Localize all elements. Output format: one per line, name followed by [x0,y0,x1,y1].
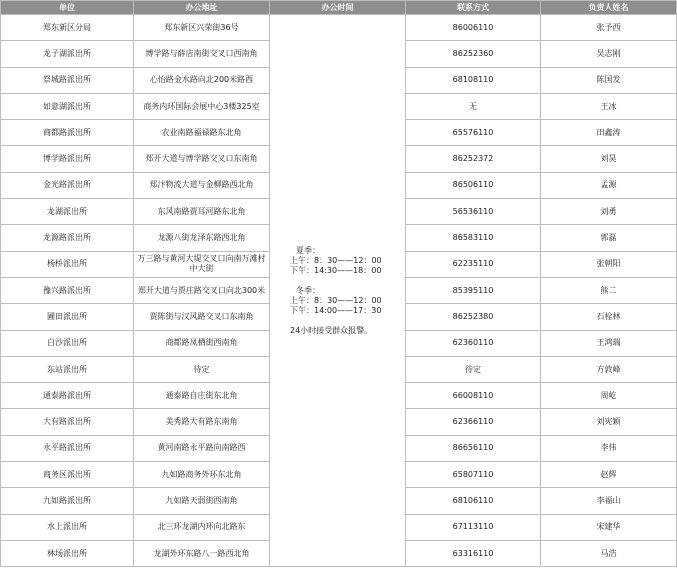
address-cell: 北三环龙湖内环向北路东 [134,514,270,540]
phone-cell: 67113110 [406,514,541,540]
winter-afternoon-hours: 下午：14:00——17：30 [290,305,382,315]
unit-cell: 祭城路派出所 [1,67,134,93]
address-cell: 商都路凤栖街西南角 [134,330,270,356]
person-cell: 郭磊 [541,225,677,251]
phone-cell: 62235110 [406,251,541,277]
winter-label: 冬季： [296,285,320,295]
phone-cell: 无 [406,93,541,119]
address-cell: 郑汴物流大道与金柳路西北角 [134,172,270,198]
person-cell: 李伟 [541,435,677,461]
person-cell: 刘勇 [541,199,677,225]
phone-cell: 86656110 [406,435,541,461]
unit-cell: 商务区派出所 [1,462,134,488]
header-office-hours: 办公时间 [270,1,406,15]
address-cell: 商务内环国际会展中心3楼325室 [134,93,270,119]
winter-morning-hours: 上午：8：30——12：00 [290,295,382,305]
person-cell: 张朝阳 [541,251,677,277]
address-cell: 郑东新区兴荣街36号 [134,15,270,41]
unit-cell: 博学路派出所 [1,146,134,172]
address-cell: 黄河南路永平路向南路西 [134,435,270,461]
phone-cell: 63316110 [406,540,541,566]
address-cell: 博学路与薛店南街交叉口西南角 [134,41,270,67]
phone-cell: 86506110 [406,172,541,198]
person-cell: 石栓林 [541,304,677,330]
phone-cell: 65807110 [406,462,541,488]
person-cell: 吴志刚 [541,41,677,67]
unit-cell: 豫兴路派出所 [1,277,134,303]
address-cell: 龙源八街龙泽东路西北角 [134,225,270,251]
unit-cell: 如意湖派出所 [1,93,134,119]
unit-cell: 龙子湖派出所 [1,41,134,67]
office-hours-cell [270,15,406,567]
person-cell: 刘昊 [541,146,677,172]
person-cell: 宋建华 [541,514,677,540]
address-cell: 九如路天弱街西南角 [134,488,270,514]
address-cell: 郑开大道与贾庄路交叉口向北300米 [134,277,270,303]
phone-cell: 86252380 [406,304,541,330]
table-row [1,15,677,41]
person-cell: 田鑫涛 [541,120,677,146]
person-cell: 周屹 [541,383,677,409]
address-cell: 美秀路大有路东南角 [134,409,270,435]
address-cell: 心怡路金水路向北200米路西 [134,67,270,93]
table-body [1,15,677,567]
address-cell: 郑开大道与博学路交叉口东南角 [134,146,270,172]
unit-cell: 大有路派出所 [1,409,134,435]
address-cell: 待定 [134,356,270,382]
summer-label: 夏季： [296,245,320,255]
phone-cell: 68108110 [406,67,541,93]
phone-cell: 86006110 [406,15,541,41]
unit-cell: 龙湖派出所 [1,199,134,225]
person-cell: 熊二 [541,277,677,303]
unit-cell: 林场派出所 [1,540,134,566]
address-cell: 万三路与黄河大堤交叉口向南万滩村中大街 [134,251,270,277]
alarm-note: 24小时接受群众报警。 [290,325,373,335]
address-cell: 农业南路福禄路东北角 [134,120,270,146]
phone-cell: 待定 [406,356,541,382]
header-unit: 单位 [1,1,134,15]
phone-cell: 56536110 [406,199,541,225]
address-cell: 通泰路自庄街东北角 [134,383,270,409]
address-cell: 九如路商务外环东北角 [134,462,270,488]
person-cell: 王鸿瑞 [541,330,677,356]
address-cell: 东风南路贾耳河路东北角 [134,199,270,225]
person-cell: 李福山 [541,488,677,514]
phone-cell: 85395110 [406,277,541,303]
unit-cell: 龙源路派出所 [1,225,134,251]
header-contact: 联系方式 [406,1,541,15]
unit-cell: 金光路派出所 [1,172,134,198]
person-cell: 马浩 [541,540,677,566]
person-cell: 方敦峰 [541,356,677,382]
phone-cell: 86252360 [406,41,541,67]
person-cell: 王冰 [541,93,677,119]
phone-cell: 66008110 [406,383,541,409]
unit-cell: 通泰路派出所 [1,383,134,409]
summer-morning-hours: 上午：8：30——12：00 [290,255,382,265]
unit-cell: 白沙派出所 [1,330,134,356]
person-cell: 刘宪颖 [541,409,677,435]
unit-cell: 杨桥派出所 [1,251,134,277]
phone-cell: 86583110 [406,225,541,251]
unit-cell: 水上派出所 [1,514,134,540]
phone-cell: 65576110 [406,120,541,146]
person-cell: 张予西 [541,15,677,41]
header-person-in-charge: 负责人姓名 [541,1,677,15]
address-cell: 龙湖外环东路八一路西北角 [134,540,270,566]
unit-cell: 郑东新区分局 [1,15,134,41]
phone-cell: 68106110 [406,488,541,514]
unit-cell: 永平路派出所 [1,435,134,461]
unit-cell: 九如路派出所 [1,488,134,514]
unit-cell: 东站派出所 [1,356,134,382]
phone-cell: 86252372 [406,146,541,172]
phone-cell: 62360110 [406,330,541,356]
unit-cell: 圃田派出所 [1,304,134,330]
person-cell: 孟源 [541,172,677,198]
unit-cell: 商都路派出所 [1,120,134,146]
header-address: 办公地址 [134,1,270,15]
summer-afternoon-hours: 下午：14:30——18：00 [290,265,382,275]
person-cell: 陈国发 [541,67,677,93]
address-cell: 贾陈街与汉风路交叉口东南角 [134,304,270,330]
person-cell: 赵辉 [541,462,677,488]
header-row [1,1,677,15]
phone-cell: 62366110 [406,409,541,435]
